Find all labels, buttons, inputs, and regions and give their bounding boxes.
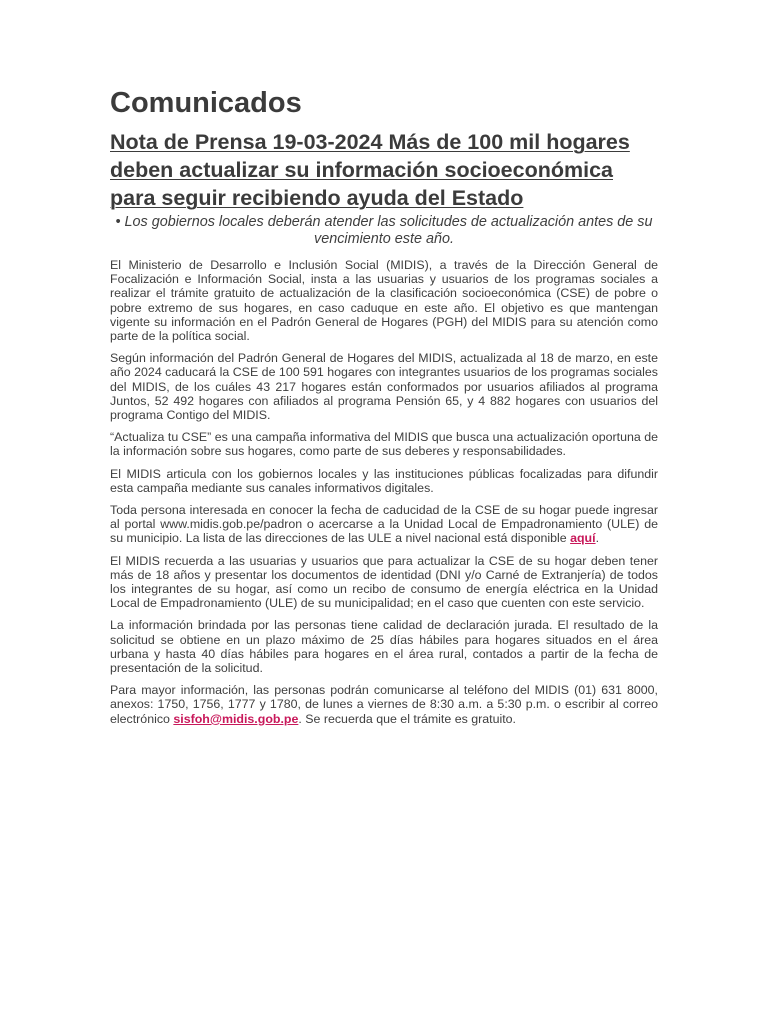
paragraph-6: El MIDIS recuerda a las usuarias y usuarios que para actualizar la CSE de su hogar deben tener más de 18 años y presentar los documentos de identidad (DNI y/o Carné de Extranjería) de todos los integrantes de su hogar, así como un recibo de consumo de energía eléctrica en la Unidad Local de Empadronamiento (ULE) de su municipalidad; en el caso que cuenten con este servicio.: [110, 553, 658, 611]
paragraph-3: “Actualiza tu CSE” es una campaña informativa del MIDIS que busca una actualización oportuna de la información sobre sus hogares, como parte de sus deberes y responsabilidades.: [110, 430, 658, 459]
paragraph-8-end: . Se recuerda que el trámite es gratuito.: [298, 711, 517, 726]
press-release-title: Nota de Prensa 19-03-2024 Más de 100 mil hogares deben actualizar su información socioeconómica para seguir recibiendo ayuda del Estado: [110, 130, 630, 210]
ule-directory-link[interactable]: aquí: [570, 531, 596, 546]
press-release-subtitle: • Los gobiernos locales deberán atender las solicitudes de actualización antes de su vencimiento este año.: [115, 214, 653, 247]
paragraph-5: [110, 503, 658, 546]
paragraph-1: El Ministerio de Desarrollo e Inclusión Social (MIDIS), a través de la Dirección General de Focalización e Información Social, insta a las usuarias y usuarios de los programas sociales a realizar el trámite gratuito de actualización de la clasificación socioeconómica (CSE) de pobre o pobre extremo de sus hogares, en caso caduque en este año. El objetivo es que mantengan vigente su información en el Padrón General de Hogares (PGH) del MIDIS para su atención como parte de la política social.: [110, 258, 658, 344]
paragraph-8: [110, 683, 658, 726]
paragraph-5-end: .: [595, 531, 600, 546]
paragraph-5-text: Toda persona interesada en conocer la fecha de caducidad de la CSE de su hogar puede ingresar al portal www.midis.gob.pe/padron o acercarse a la Unidad Local de Empadronamiento (ULE) de su municipio. La lista de las direcciones de las ULE a nivel nacional está disponible: [110, 503, 658, 546]
paragraph-8-text: Para mayor información, las personas podrán comunicarse al teléfono del MIDIS (01) 631 8000, anexos: 1750, 1756, 1777 y 1780, de lunes a viernes de 8:30 a.m. a 5:30 p.m. o escribir al correo electrónico: [110, 683, 658, 726]
paragraph-2: Según información del Padrón General de Hogares del MIDIS, actualizada al 18 de marzo, en este año 2024 caducará la CSE de 100 591 hogares con integrantes usuarios de los programas sociales del MIDIS, de los cuáles 43 217 hogares están conformados por usuarios afiliados al programa Juntos, 52 492 hogares con afiliados al programa Pensión 65, y 4 882 hogares con usuarios del programa Contigo del MIDIS.: [110, 351, 658, 423]
section-heading: Comunicados: [110, 87, 302, 119]
email-link[interactable]: sisfoh@midis.gob.pe: [173, 711, 299, 726]
paragraph-4: El MIDIS articula con los gobiernos locales y las instituciones públicas focalizadas para difundir esta campaña mediante sus canales informativos digitales.: [110, 466, 658, 495]
document-page: [110, 86, 658, 734]
paragraph-7: La información brindada por las personas tiene calidad de declaración jurada. El resultado de la solicitud se obtiene en un plazo máximo de 25 días hábiles para hogares situados en el área urbana y hasta 40 días hábiles para hogares en el área rural, contados a partir de la fecha de presentación de la solicitud.: [110, 618, 658, 676]
